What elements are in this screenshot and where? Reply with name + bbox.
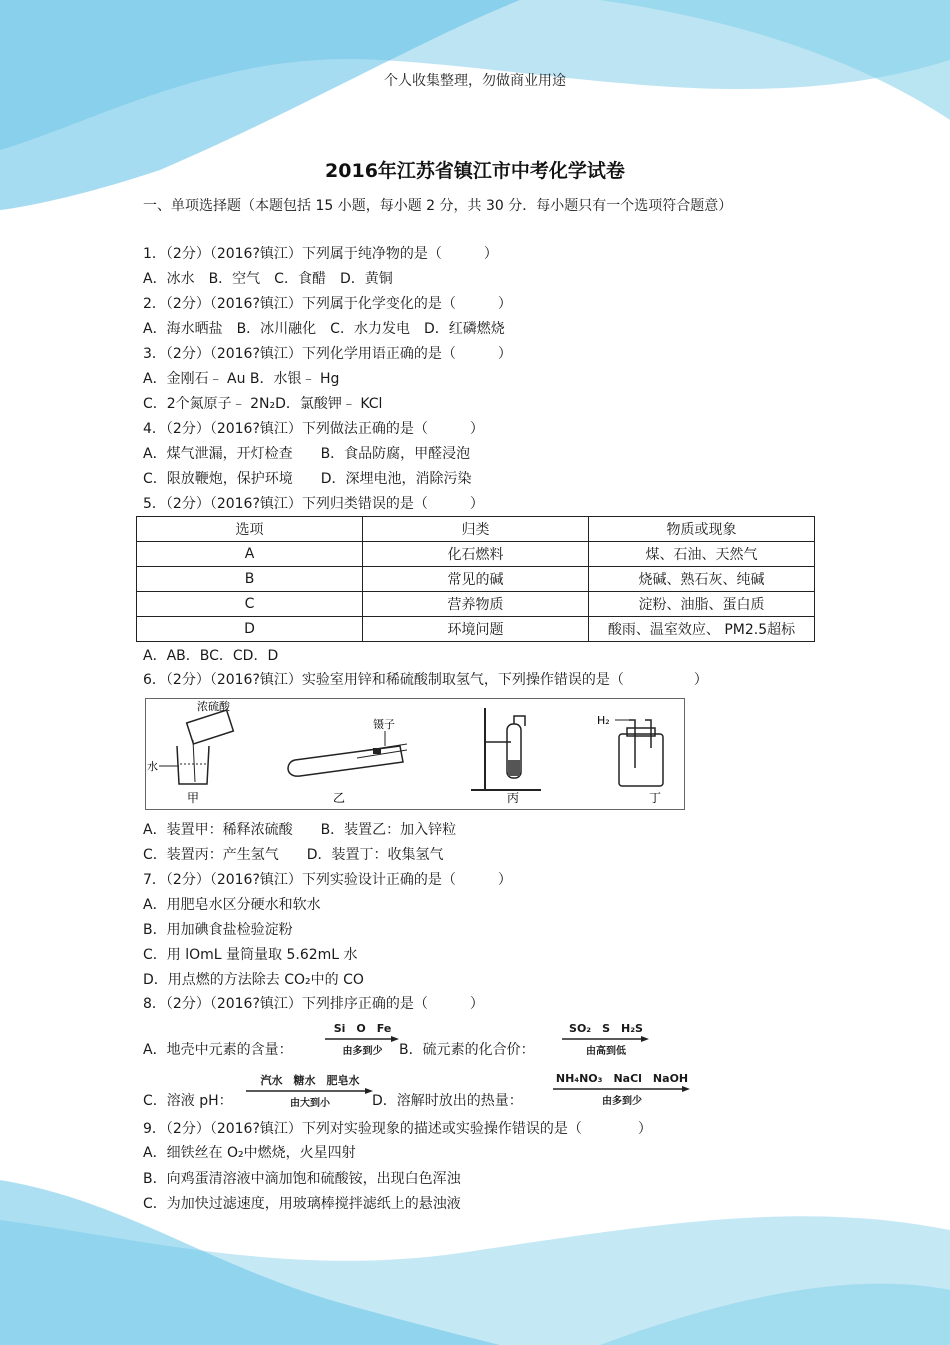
apparatus-figure [145, 698, 685, 810]
fig-label-bing: 丙 [507, 791, 520, 805]
page-title: 2016年江苏省镇江市中考化学试卷 [325, 160, 625, 182]
table-cell: 煤、石油、天然气 [589, 542, 815, 567]
q8-stem: 8．（2分）（2016?镇江）下列排序正确的是（ ） [143, 996, 484, 1012]
q8-b-sequence [562, 1020, 650, 1056]
q4-stem: 4．（2分）（2016?镇江）下列做法正确的是（ ） [143, 421, 484, 437]
table-header: 归类 [363, 517, 589, 542]
section-heading: 一、单项选择题（本题包括 15 小题，每小题 2 分，共 30 分．每小题只有一个选项符合题意） [143, 198, 733, 214]
q4-options-cd: C．限放鞭炮，保护环境 D．深埋电池，消除污染 [143, 471, 472, 487]
q8-d-bottom: 由多到少 [602, 1096, 642, 1107]
q2-stem: 2．（2分）（2016?镇江）下列属于化学变化的是（ ） [143, 296, 512, 312]
q3-options-cd: C．2个氮原子﹣ 2N₂D．氯酸钾﹣ KCl [143, 396, 383, 412]
tweezers-label: 镊子 [373, 718, 395, 731]
q6-options-ab: A．装置甲：稀释浓硫酸 B．装置乙：加入锌粒 [143, 822, 457, 838]
table-cell: 酸雨、温室效应、 PM2.5超标 [589, 617, 815, 642]
q8-option-b: B．硫元素的化合价： [399, 1042, 535, 1058]
q7-option-a: A．用肥皂水区分硬水和软水 [143, 897, 321, 913]
q7-option-d: D．用点燃的方法除去 CO₂中的 CO [143, 972, 364, 988]
table-cell: 环境问题 [363, 617, 589, 642]
q7-option-b: B．用加碘食盐检验淀粉 [143, 922, 293, 938]
q9-stem: 9．（2分）（2016?镇江）下列对实验现象的描述或实验操作错误的是（ ） [143, 1121, 652, 1137]
apparatus-bing [471, 708, 541, 805]
table-cell: 营养物质 [363, 592, 589, 617]
table-cell: 烧碱、熟石灰、纯碱 [589, 567, 815, 592]
table-row [137, 567, 815, 592]
q3-options-ab: A．金刚石﹣ Au B．水银﹣ Hg [143, 371, 340, 387]
table-cell: B [137, 567, 363, 592]
q8-a-top: Si O Fe [333, 1022, 392, 1035]
q8-option-d: D．溶解时放出的热量： [372, 1093, 523, 1109]
q8-a-bottom: 由多到少 [342, 1046, 383, 1057]
q5-options: A．AB．BC．CD．D [143, 648, 279, 664]
q8-option-c: C．溶液 pH： [143, 1093, 233, 1109]
fig-label-jia: 甲 [187, 791, 200, 805]
q9-option-a: A．细铁丝在 O₂中燃烧，火星四射 [143, 1145, 356, 1161]
q1-options: A．冰水 B．空气 C．食醋 D．黄铜 [143, 271, 393, 287]
table-cell: 淀粉、油脂、蛋白质 [589, 592, 815, 617]
table-cell: 化石燃料 [363, 542, 589, 567]
table-header: 选项 [137, 517, 363, 542]
acid-label: 浓硫酸 [197, 700, 230, 713]
q6-options-cd: C．装置丙：产生氢气 D．装置丁：收集氢气 [143, 847, 444, 863]
table-header: 物质或现象 [589, 517, 815, 542]
q9-option-b: B．向鸡蛋清溶液中滴加饱和硫酸铵，出现白色浑浊 [143, 1171, 461, 1187]
q8-c-top: 汽水 糖水 肥皂水 [260, 1074, 360, 1087]
q8-c-bottom: 由大到小 [290, 1098, 330, 1109]
q5-stem: 5．（2分）（2016?镇江）下列归类错误的是（ ） [143, 496, 484, 512]
q7-option-c: C．用 lOmL 量筒量取 5.62mL 水 [143, 947, 358, 963]
table-cell: D [137, 617, 363, 642]
table-row [137, 542, 815, 567]
q6-stem: 6．（2分）（2016?镇江）实验室用锌和稀硫酸制取氢气，下列操作错误的是（ ） [143, 672, 708, 688]
h2-label: H₂ [597, 714, 610, 727]
q3-stem: 3．（2分）（2016?镇江）下列化学用语正确的是（ ） [143, 346, 512, 362]
q9-option-c: C．为加快过滤速度，用玻璃棒搅拌滤纸上的悬浊液 [143, 1196, 461, 1212]
q7-stem: 7．（2分）（2016?镇江）下列实验设计正确的是（ ） [143, 872, 512, 888]
fig-label-yi: 乙 [333, 791, 346, 805]
q1-stem: 1．（2分）（2016?镇江）下列属于纯净物的是（ ） [143, 246, 498, 262]
q8-b-bottom: 由高到低 [586, 1046, 626, 1057]
table-row [137, 592, 815, 617]
header-note: 个人收集整理，勿做商业用途 [384, 73, 566, 89]
table-row [137, 617, 815, 642]
classification-table [136, 516, 815, 642]
apparatus-jia [147, 699, 233, 805]
table-cell: C [137, 592, 363, 617]
table-header-row [137, 517, 815, 542]
table-cell: 常见的碱 [363, 567, 589, 592]
q8-d-sequence [553, 1070, 691, 1106]
q8-b-top: SO₂ S H₂S [569, 1022, 643, 1035]
apparatus-ding [597, 714, 663, 805]
q8-c-sequence [246, 1072, 374, 1108]
q4-options-ab: A．煤气泄漏，开灯检查 B．食品防腐，甲醛浸泡 [143, 446, 471, 462]
table-cell: A [137, 542, 363, 567]
water-label: 水 [147, 760, 158, 773]
q8-option-a: A．地壳中元素的含量： [143, 1042, 293, 1058]
q8-d-top: NH₄NO₃ NaCl NaOH [555, 1072, 689, 1085]
fig-label-ding: 丁 [649, 791, 662, 805]
apparatus-yi [288, 717, 407, 805]
q2-options: A．海水晒盐 B．冰川融化 C．水力发电 D．红磷燃烧 [143, 321, 505, 337]
q8-a-sequence [325, 1020, 400, 1056]
